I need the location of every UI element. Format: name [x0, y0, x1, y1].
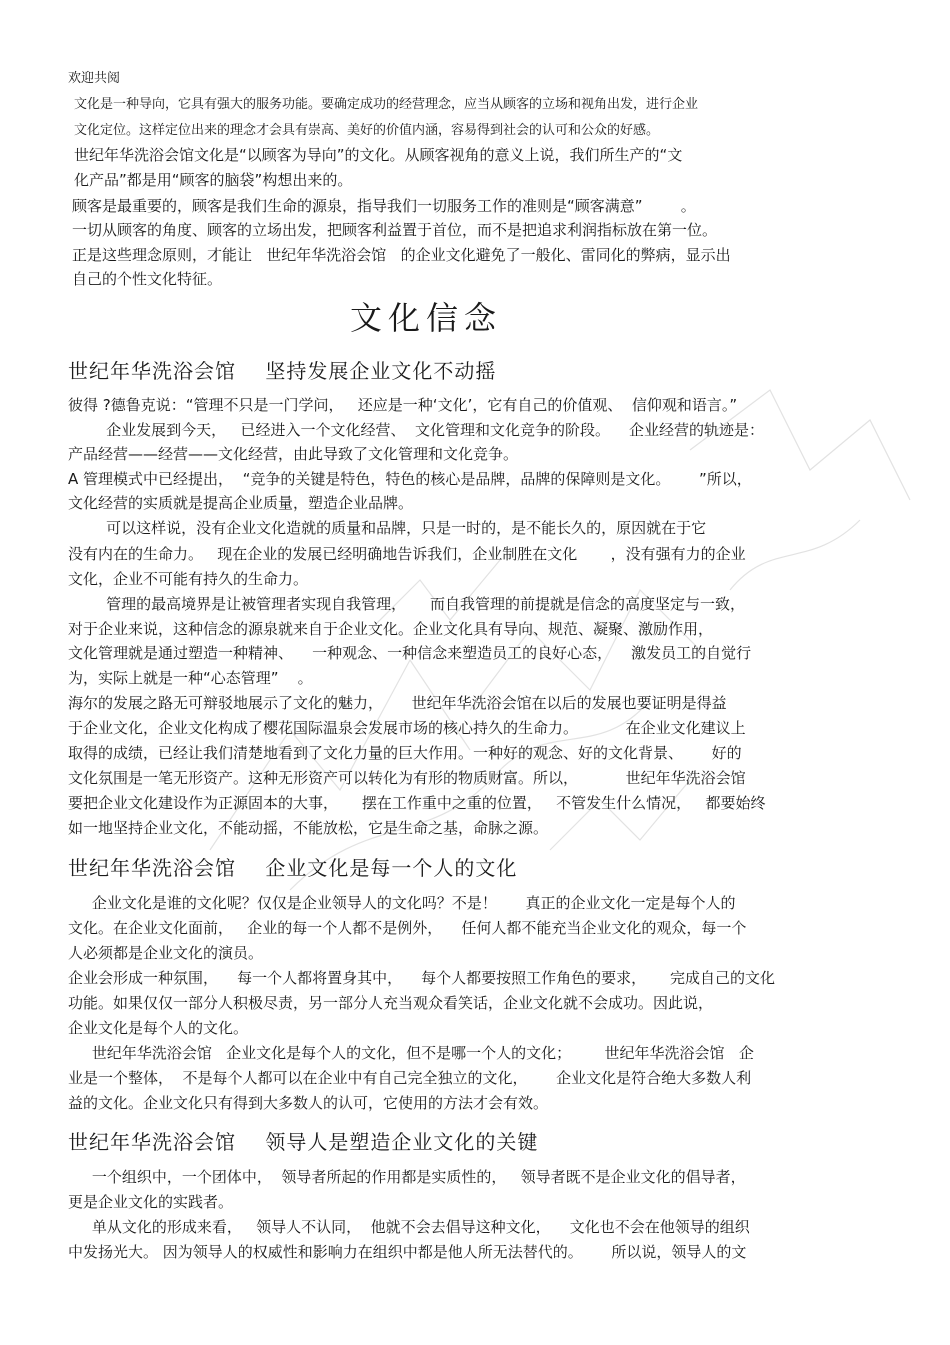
- intro-line: 文化是一种导向，它具有强大的服务功能。要确定成功的经营理念，应当从顾客的立场和视角出发，进行企业: [74, 97, 699, 112]
- paragraph-line: 企业文化是谁的文化呢？仅仅是企业领导人的文化吗？不是！ 真正的企业文化一定是每个人的: [68, 894, 736, 912]
- paragraph-line: 功能。如果仅仅一部分人积极尽责，另一部分人充当观众看笑话，企业文化就不会成功。因此说，: [68, 994, 714, 1012]
- intro-line: 一切从顾客的角度、顾客的立场出发，把顾客利益置于首位，而不是把追求利润指标放在第一位。: [72, 221, 718, 239]
- paragraph-line: 要把企业文化建设作为正源固本的大事， 摆在工作重中之重的位置， 不管发生什么情况， 都要始终: [68, 794, 766, 812]
- intro-line: 自己的个性文化特征。: [72, 270, 223, 288]
- intro-line: 化产品”都是用“顾客的脑袋”构想出来的。: [74, 171, 353, 189]
- paragraph-line: 中发扬光大。 因为领导人的权威性和影响力在组织中都是他人所无法替代的。 所以说，领导人的文: [68, 1243, 747, 1261]
- paragraph-line: 人必须都是企业文化的演员。: [68, 944, 264, 962]
- paragraph-line: 企业发展到今天， 已经进入一个文化经营、 文化管理和文化竞争的阶段。 企业经营的轨迹是：: [68, 421, 765, 439]
- section-heading: 世纪年华洗浴会馆 领导人是塑造企业文化的关键: [68, 1130, 539, 1154]
- intro-line: 文化定位。这样定位出来的理念才会具有崇高、美好的价值内涵，容易得到社会的认可和公众的好感。: [74, 123, 660, 138]
- paragraph-line: 为，实际上就是一种“心态管理” 。: [68, 669, 313, 687]
- paragraph-line: 对于企业来说，这种信念的源泉就来自于企业文化。企业文化具有导向、规范、凝聚、激励作用，: [68, 620, 714, 638]
- paragraph-line: 一个组织中，一个团体中， 领导者所起的作用都是实质性的， 领导者既不是企业文化的倡导者，: [68, 1168, 746, 1186]
- paragraph-line: 可以这样说，没有企业文化造就的质量和品牌，只是一时的，是不能长久的，原因就在于它: [68, 519, 707, 537]
- paragraph-line: 文化氛围是一笔无形资产。这种无形资产可以转化为有形的物质财富。所以， 世纪年华洗浴会馆: [68, 769, 746, 787]
- paragraph-line: 产品经营——经营——文化经营，由此导致了文化管理和文化竞争。: [68, 445, 519, 463]
- paragraph-line: 文化管理就是通过塑造一种精神、 一种观念、一种信念来塑造员工的良好心态， 激发员工的自觉行: [68, 644, 752, 662]
- paragraph-line: 单从文化的形成来看， 领导人不认同， 他就不会去倡导这种文化， 文化也不会在他领导的组织: [68, 1218, 750, 1236]
- paragraph-line: 企业会形成一种氛围， 每一个人都将置身其中， 每个人都要按照工作角色的要求， 完成自己的文化: [68, 969, 775, 987]
- paragraph-line: 文化，企业不可能有持久的生命力。: [68, 570, 309, 588]
- paragraph-line: 益的文化。企业文化只有得到大多数人的认可，它使用的方法才会有效。: [68, 1094, 549, 1112]
- intro-line: 顾客是最重要的，顾客是我们生命的源泉，指导我们一切服务工作的准则是“顾客满意” 。: [72, 197, 696, 215]
- paragraph-line: 更是企业文化的实践者。: [68, 1193, 234, 1211]
- paragraph-line: A 管理模式中已经提出， “竞争的关键是特色，特色的核心是品牌，品牌的保障则是文化。 ”所以，: [68, 470, 752, 488]
- paragraph-line: 世纪年华洗浴会馆 企业文化是每个人的文化，但不是哪一个人的文化； 世纪年华洗浴会馆 企: [68, 1044, 754, 1062]
- intro-line: 世纪年华洗浴会馆文化是“以顾客为导向”的文化。从顾客视角的意义上说，我们所生产的“文: [74, 146, 683, 164]
- paragraph-line: 彼得 ?德鲁克说：“管理不只是一门学问， 还应是一种‘文化’，它有自己的价值观、 信仰观和语言。”: [68, 396, 738, 414]
- section-heading: 世纪年华洗浴会馆 企业文化是每一个人的文化: [68, 856, 518, 880]
- greeting-text: 欢迎共阅: [68, 71, 121, 86]
- main-title: 文化信念: [350, 299, 503, 337]
- paragraph-line: 于企业文化，企业文化构成了樱花国际温泉会发展市场的核心持久的生命力。 在企业文化建议上: [68, 719, 746, 737]
- paragraph-line: 业是一个整体， 不是每个人都可以在企业中有自己完全独立的文化， 企业文化是符合绝大多数人利: [68, 1069, 752, 1087]
- paragraph-line: 文化。在企业文化面前， 企业的每一个人都不是例外， 任何人都不能充当企业文化的观众，每一个: [68, 919, 747, 937]
- intro-line: 正是这些理念原则，才能让 世纪年华洗浴会馆 的企业文化避免了一般化、雷同化的弊病，显示出: [72, 246, 731, 264]
- section-heading: 世纪年华洗浴会馆 坚持发展企业文化不动摇: [68, 359, 497, 383]
- paragraph-line: 如一地坚持企业文化，不能动摇，不能放松，它是生命之基，命脉之源。: [68, 819, 549, 837]
- paragraph-line: 文化经营的实质就是提高企业质量，塑造企业品牌。: [68, 494, 414, 512]
- paragraph-line: 企业文化是每个人的文化。: [68, 1019, 249, 1037]
- paragraph-line: 海尔的发展之路无可辩驳地展示了文化的魅力， 世纪年华洗浴会馆在以后的发展也要证明是得益: [68, 694, 727, 712]
- paragraph-line: 取得的成绩，已经让我们清楚地看到了文化力量的巨大作用。一种好的观念、好的文化背景、 好的: [68, 744, 742, 762]
- paragraph-line: 管理的最高境界是让被管理者实现自我管理， 而自我管理的前提就是信念的高度坚定与一致，: [68, 595, 745, 613]
- paragraph-line: 没有内在的生命力。 现在企业的发展已经明确地告诉我们，企业制胜在文化 ，没有强有力的企业: [68, 545, 746, 563]
